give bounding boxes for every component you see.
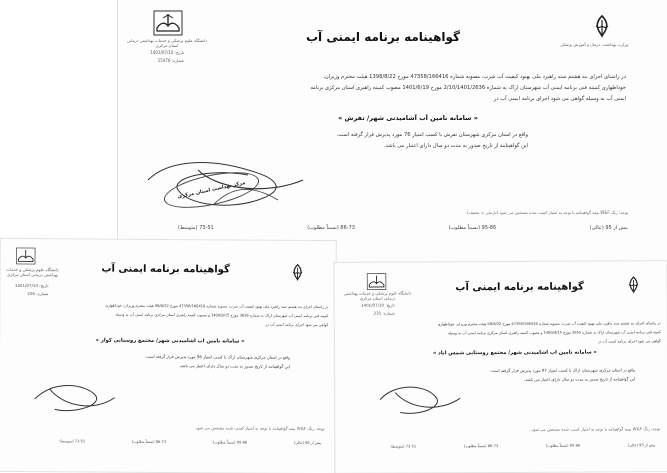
- score-scale: بیش از 95 (عالی) 95-86 (نسبتاً مطلوب) 86-73 (نسبتاً مطلوب) 73-51 (متوسط): [390, 443, 656, 449]
- certificate-title: گواهینامه برنامه ایمنی آب: [101, 263, 230, 276]
- university-logo-icon: [16, 247, 36, 265]
- score-scale: بیش از 95 (عالی) 95-86 (نسبتاً مطلوب) 86-73 (نسبتاً مطلوب) 73-51 (متوسط): [178, 225, 628, 231]
- org-left-caption: دانشگاه علوم پزشکی و خدمات بهداشتی درمانی استان مرکزی: [6, 266, 59, 278]
- ministry-emblem-icon: [625, 275, 643, 295]
- system-name: « سامانه تامین آب آشامیدنی شهر/ تفرش »: [338, 114, 478, 122]
- university-logo-icon: [153, 10, 183, 36]
- signature-icon: [14, 369, 134, 430]
- foot-note: توجه: رنگ W&F بیمه گواهینامه با توجه به امتیاز کسب شده مشخص می شود.: [194, 425, 325, 432]
- certificate-title: گواهینامه برنامه ایمنی آب: [305, 30, 461, 44]
- number-line: شماره: 235: [373, 310, 395, 316]
- certificate-title: گواهینامه برنامه ایمنی آب: [455, 281, 584, 294]
- stamp: [161, 165, 262, 215]
- foot-note: توجه: رنگ W&F بیمه گواهینامه با توجه به امتیاز کسب شده مشخص می شود.: [530, 426, 661, 432]
- certificate-body: در راستای اجرای بند هشتم سند راهبرد ملی بهبود کیفیت آب شرب، مصوبه شماره 47358/166416 مورخ 98/8/22 هیئت محترم وزیران، خوداظهاری کمیته فنی برنامه ایمنی آب شهرستان اراک به شماره 3655 مورخ 1400/9/15 و مصوب کمیته راهبری استان مرکزی برنامه ایمنی آب به وسیله گواهی می شود اجرای برنامه ایمنی آب در: [437, 321, 661, 344]
- ministry-emblem-icon: [289, 263, 307, 283]
- certificate-shamsabad: [334, 261, 667, 473]
- certificate-kavar: [0, 239, 336, 473]
- ministry-caption: وزارت بهداشت، درمان و آموزش پزشکی: [559, 42, 628, 47]
- system-name: « سامانه تامین آب آشامیدنی شهر/ مجتمع روستایی کوار »: [95, 337, 245, 345]
- org-left-caption: دانشگاه علوم پزشکی و خدمات بهداشتی درمانی استان مرکزی: [343, 290, 412, 301]
- certificate-body: در راستای اجرای بند هشتم سند راهبرد ملی بهبود کیفیت آب شرب، مصوبه شماره 47358/166416 مورخ 98/8/22 هیئت محترم وزیران، خوداظهاری کمیته فنی برنامه ایمنی آب شهرستان اراک به شماره 3636 مورخ 1400/9/15 و مصوب کمیته راهبری استان مرکزی برنامه ایمنی آب به وسیله گواهی می شود اجرای برنامه ایمنی آب در: [105, 303, 329, 328]
- date-line: تاریخ: 1401/07/10: [14, 282, 49, 289]
- ministry-emblem-icon: [590, 14, 614, 40]
- certificate-body-2: واقع در استان مرکزی شهرستان اراک با کسب امتیاز 97 مورد پذیرش قرار گرفته است. این گواهینامه از تاریخ صدور به مدت دو سال دارای اعتبار می باشد.: [489, 367, 636, 382]
- foot-note: توجه: رنگ W&F بیمه گواهینامه با توجه به امتیاز کسب شده مشخص می شود (نارنجی = ضعیف).: [465, 210, 628, 215]
- org-left-caption: دانشگاه علوم پزشکی و خدمات بهداشتی درمانی استان مرکزی: [126, 38, 208, 48]
- score-scale: بیش از 95 (عالی) 95-86 (نسبتاً مطلوب) 86-73 (نسبتاً مطلوب) 73-51 (متوسط): [59, 439, 322, 446]
- certificate-body: در راستای اجرای بند هشتم سند راهبرد ملی بهبود کیفیت آب شرب، مصوبه شماره 47358/166416 مورخ 1398/8/22 هیئت محترم وزیران، خوداظهاری کمیته فنی برنامه ایمنی آب شهرستان اراک به شماره 2/10/1401/2636 مورخ 1401/6/19 مصوب کمیته راهبری استان مرکزی برنامه ایمنی آب به وسیله گواهی می شود اجرای برنامه ایمنی آب در: [310, 74, 626, 102]
- date-line: تاریخ: 1401/07/10: [150, 50, 184, 55]
- stamp-text: مرکز بهداشت استان مرکزی: [177, 179, 246, 201]
- certificate-body-2: واقع در استان مرکزی شهرستان اراک با کسب امتیاز 96 مورد پذیرش قرار گرفته است. این گواهینامه از تاریخ صدور به مدت دو سال دارای اعتبار می باشد.: [144, 353, 291, 369]
- number-line: شماره: 226: [27, 291, 49, 297]
- certificate-body-2: واقع در استان مرکزی شهرستان تفرش با کسب امتیاز 76 مورد پذیرش قرار گرفته است. این گواهینامه از تاریخ صدور به مدت دو سال دارای اعتبار می باشد.: [336, 132, 528, 149]
- university-logo-icon: [367, 273, 387, 291]
- certificate-tafresh: [118, 0, 667, 262]
- system-name: « سامانه تامین آب آشامیدنی شهر/ مجتمع روستایی شمس آباد »: [432, 349, 597, 357]
- number-line: شماره: 15476: [157, 58, 184, 63]
- date-line: تاریخ: 1401/07/10: [361, 302, 395, 308]
